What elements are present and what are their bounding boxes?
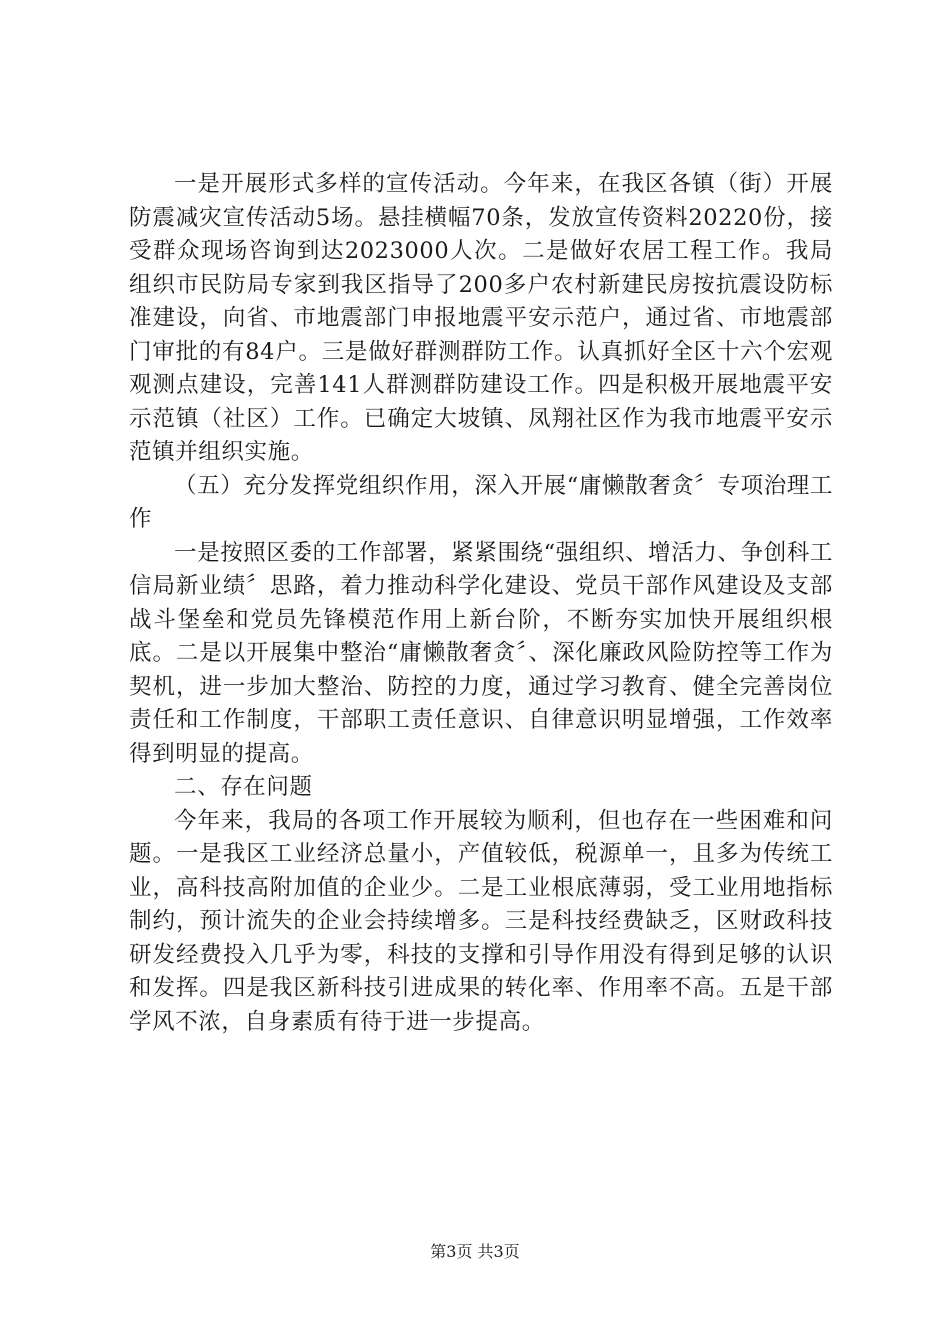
section-heading-problems: 二、存在问题 <box>174 774 313 800</box>
document-body <box>129 168 833 1039</box>
page-footer: 第3页 共3页 <box>430 1242 520 1261</box>
section-heading-five: （五）充分发挥党组织作用，深入开展“庸懒散奢贪〞专项治理工作 <box>129 472 833 532</box>
paragraph-earthquake-work: 一是开展形式多样的宣传活动。今年来，在我区各镇（街）开展防震减灾宣传活动5场。悬挂横幅70条，发放宣传资料20220份，接受群众现场咨询到达2023000人次。二是做好农居工程工作。我局组织市民防局专家到我区指导了200多户农村新建民房按抗震设防标准建设，向省、市地震部门申报地震平安示范户，通过省、市地震部门审批的有84户。三是做好群测群防工作。认真抓好全区十六个宏观观测点建设，完善141人群测群防建设工作。四是积极开展地震平安示范镇（社区）工作。已确定大坡镇、凤翔社区作为我市地震平安示范镇并组织实施。 <box>129 171 833 465</box>
paragraph-problems: 今年来，我局的各项工作开展较为顺利，但也存在一些困难和问题。一是我区工业经济总量小，产值较低，税源单一，且多为传统工业，高科技高附加值的企业少。二是工业根底薄弱，受工业用地指标制约，预计流失的企业会持续增多。三是科技经费缺乏，区财政科技研发经费投入几乎为零，科技的支撑和引导作用没有得到足够的认识和发挥。四是我区新科技引进成果的转化率、作用率不高。五是干部学风不浓，自身素质有待于进一步提高。 <box>129 807 833 1035</box>
paragraph-party-work: 一是按照区委的工作部署，紧紧围绕“强组织、增活力、争创科工信局新业绩〞思路，着力推动科学化建设、党员干部作风建设及支部战斗堡垒和党员先锋模范作用上新台阶，不断夯实加快开展组织根底。二是以开展集中整治“庸懒散奢贪〞、深化廉政风险防控等工作为契机，进一步加大整治、防控的力度，通过学习教育、健全完善岗位责任和工作制度，干部职工责任意识、自律意识明显增强，工作效率得到明显的提高。 <box>129 539 833 767</box>
